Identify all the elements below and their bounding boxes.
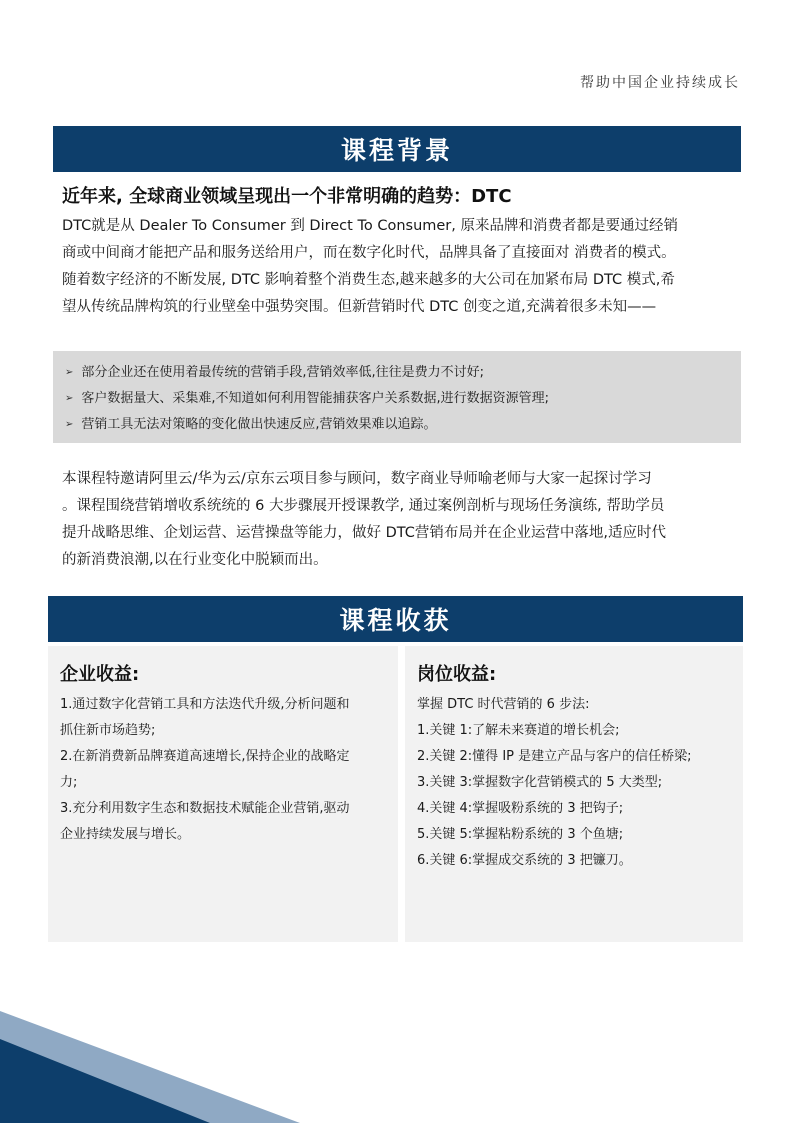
pain-point-text: 部分企业还在使用着最传统的营销手段,营销效率低,往往是费力不讨好; (81, 365, 485, 380)
arrow-bullet-icon: ➢ (65, 367, 74, 378)
position-gain-line: 1.关键 1:了解未来赛道的增长机会; (417, 723, 620, 738)
intro-line: 望从传统品牌构筑的行业壁垒中强势突围。但新营销时代 DTC 创变之道,充满着很多未知—— (62, 299, 657, 315)
position-gain-line: 6.关键 6:掌握成交系统的 3 把镰刀。 (417, 853, 632, 868)
enterprise-gain-line: 2.在新消费新品牌赛道高速增长,保持企业的战略定 (60, 749, 350, 764)
enterprise-gain-line: 力; (60, 775, 78, 790)
intro-line: 商或中间商才能把产品和服务送给用户，而在数字化时代，品牌具备了直接面对 消费者的模式。 (62, 245, 676, 261)
course-background-banner (53, 126, 741, 172)
arrow-bullet-icon: ➢ (65, 419, 74, 430)
corner-stripes-icon (0, 1011, 300, 1123)
intro-line: 随着数字经济的不断发展, DTC 影响着整个消费生态,越来越多的大公司在加紧布局 DTC 模式,希 (62, 272, 675, 288)
course-line: 提升战略思维、企划运营、运营操盘等能力，做好 DTC营销布局并在企业运营中落地,适应时代 (62, 525, 667, 541)
course-intro-paragraph (62, 466, 742, 574)
position-gain-line: 5.关键 5:掌握粘粉系统的 3 个鱼塘; (417, 827, 624, 842)
pain-point-item (65, 360, 741, 386)
enterprise-gain-line: 抓住新市场趋势; (60, 723, 156, 738)
tagline: 帮助中国企业持续成长 (580, 75, 740, 91)
enterprise-gains-panel (48, 646, 398, 942)
dtc-headline: 近年来, 全球商业领域呈现出一个非常明确的趋势：DTC (62, 186, 512, 207)
position-gains-title: 岗位收益: (417, 664, 497, 685)
position-gain-line: 2.关键 2:懂得 IP 是建立产品与客户的信任桥梁; (417, 749, 692, 764)
course-background-title: 课程背景 (340, 136, 453, 165)
intro-line: DTC就是从 Dealer To Consumer 到 Direct To Consumer, 原来品牌和消费者都是要通过经销 (62, 218, 678, 234)
arrow-bullet-icon: ➢ (65, 393, 74, 404)
enterprise-gains-title: 企业收益: (60, 664, 140, 685)
pain-point-text: 客户数据量大、采集难,不知道如何利用智能捕获客户关系数据,进行数据资源管理; (81, 391, 550, 406)
enterprise-gain-line: 3.充分利用数字生态和数据技术赋能企业营销,驱动 (60, 801, 350, 816)
pain-point-item (65, 412, 741, 438)
position-gain-line: 4.关键 4:掌握吸粉系统的 3 把钩子; (417, 801, 624, 816)
course-line: 。课程围绕营销增收系统统的 6 大步骤展开授课教学, 通过案例剖析与现场任务演练, 帮助学员 (62, 498, 665, 514)
course-gains-banner (48, 596, 743, 642)
enterprise-gain-line: 企业持续发展与增长。 (60, 827, 191, 842)
pain-point-text: 营销工具无法对策略的变化做出快速反应,营销效果难以追踪。 (81, 417, 437, 432)
enterprise-gain-line: 1.通过数字化营销工具和方法迭代升级,分析问题和 (60, 697, 350, 712)
pain-point-item (65, 386, 741, 412)
position-gain-line: 3.关键 3:掌握数字化营销模式的 5 大类型; (417, 775, 663, 790)
course-line: 的新消费浪潮,以在行业变化中脱颖而出。 (62, 552, 328, 568)
course-line: 本课程特邀请阿里云/华为云/京东云项目参与顾问，数字商业导师喻老师与大家一起探讨学习 (62, 471, 652, 487)
course-gains-title: 课程收获 (339, 606, 452, 635)
position-gain-line: 掌握 DTC 时代营销的 6 步法: (417, 697, 590, 712)
pain-points-box (53, 351, 741, 443)
position-gains-panel (405, 646, 743, 942)
dtc-intro-paragraph (62, 213, 742, 321)
